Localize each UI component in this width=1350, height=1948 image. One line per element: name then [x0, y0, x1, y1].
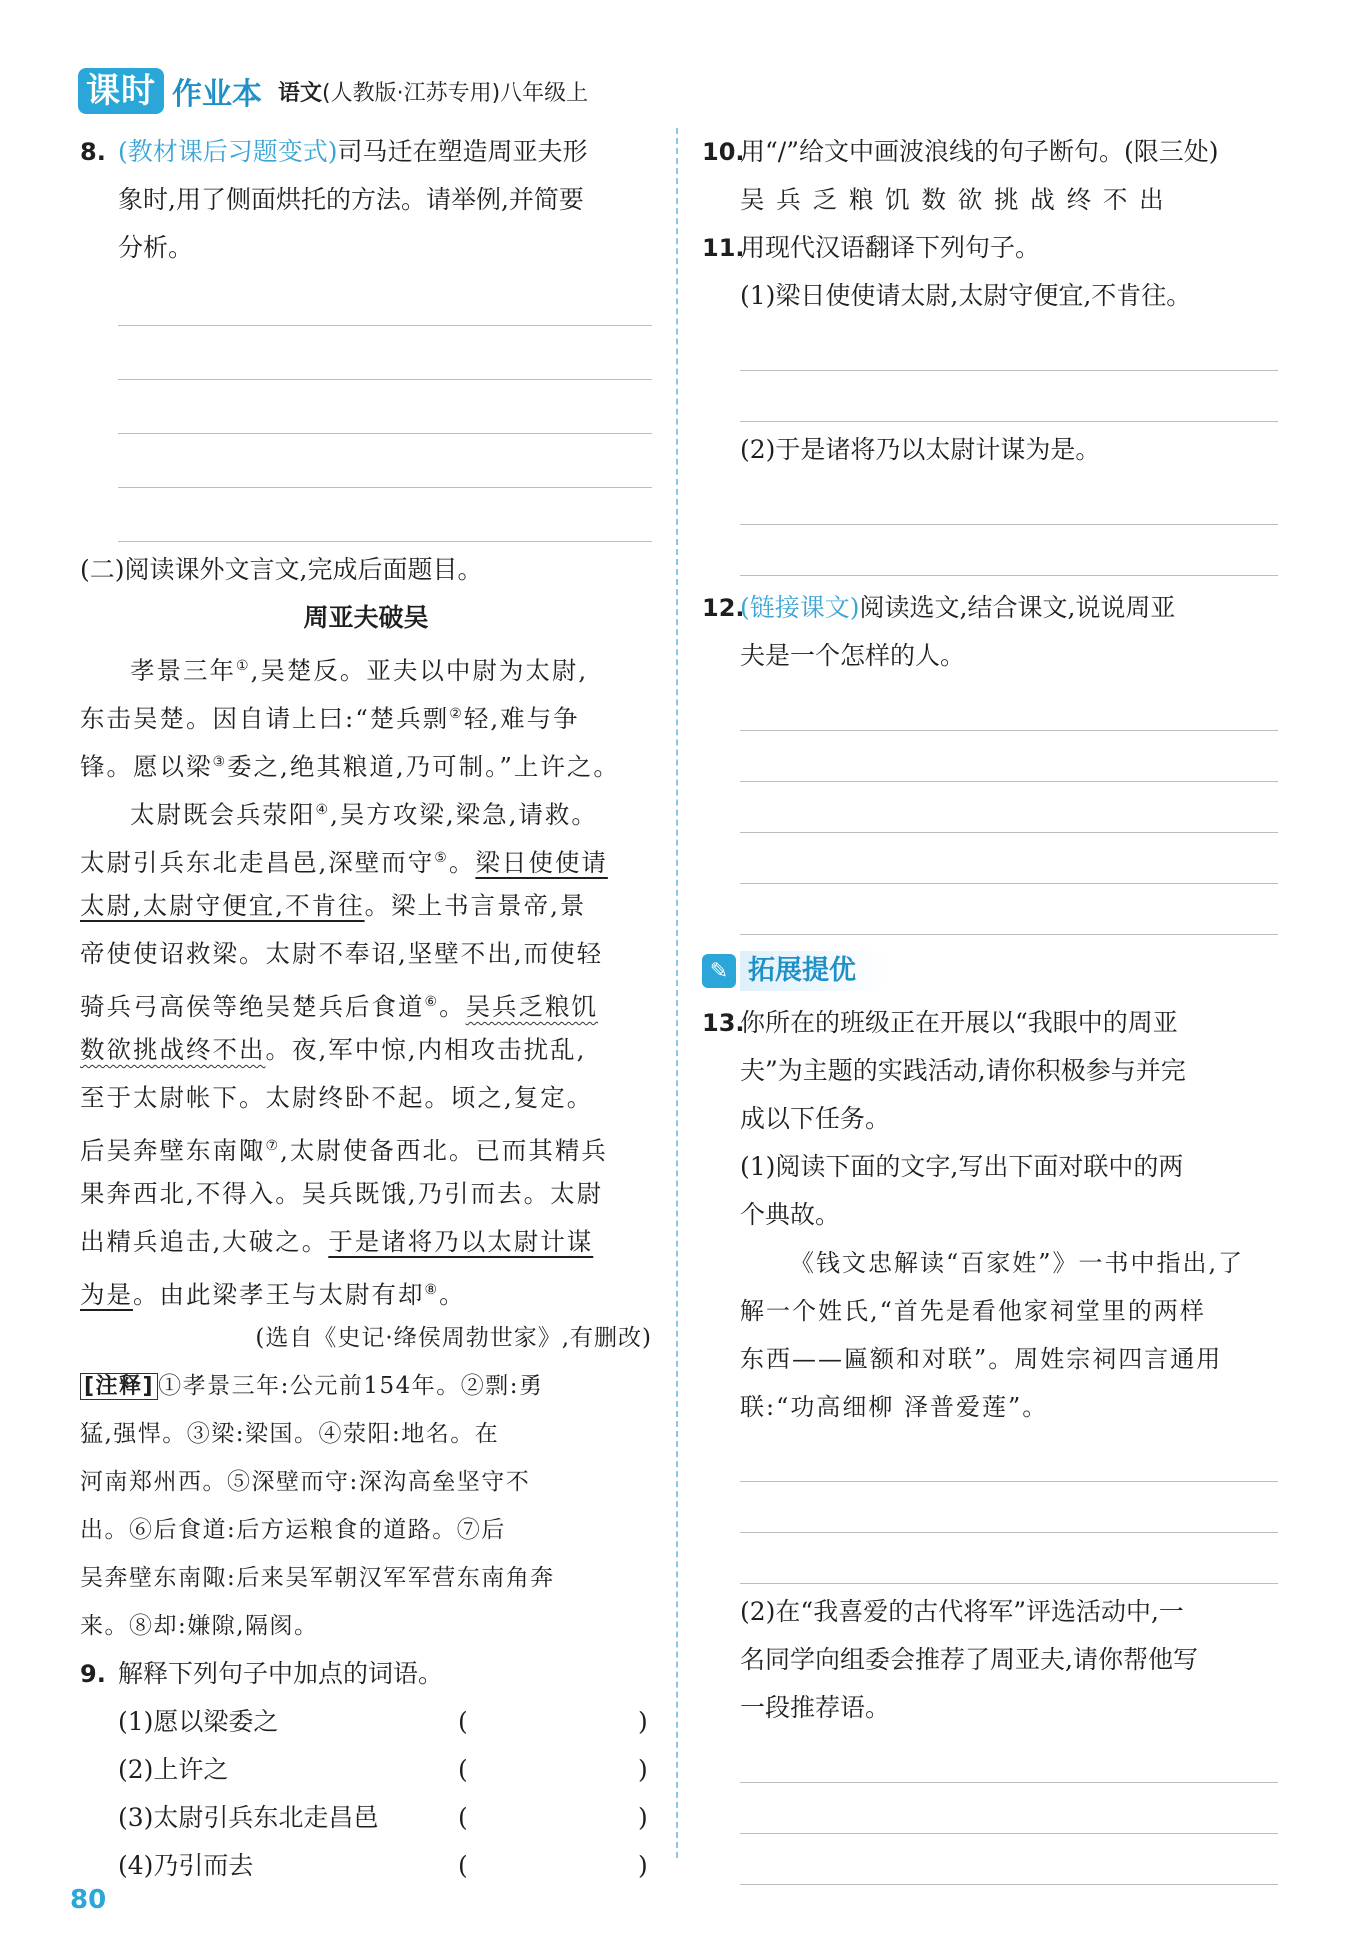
answer-line[interactable] — [740, 1431, 1278, 1482]
passage-text: ,吴楚反。亚夫以中尉为太尉, — [250, 656, 589, 686]
answer-area[interactable] — [702, 680, 1278, 935]
passage-text: 。 — [439, 1280, 466, 1310]
question-text: 夫”为主题的实践活动,请你积极参与并完 — [740, 1056, 1186, 1085]
footnote-ref: ⑤ — [434, 850, 449, 866]
underlined-sentence: 梁日使使请 — [475, 848, 608, 878]
underlined-sentence: 于是诸将乃以太尉计谋 — [328, 1227, 594, 1256]
passage-text: 骑兵弓高侯等绝吴楚兵后食道 — [80, 992, 425, 1022]
passage-text: 太尉引兵东北走昌邑,深壁而守 — [80, 848, 435, 878]
answer-line[interactable] — [740, 1783, 1278, 1834]
answer-area[interactable] — [80, 272, 652, 542]
passage-line — [80, 1218, 652, 1266]
sub-question-text: 个典故。 — [740, 1200, 841, 1229]
answer-paren-close[interactable]: ) — [638, 1803, 648, 1832]
page-number: 80 — [70, 1885, 107, 1915]
edit-icon: ✎ — [702, 954, 736, 988]
passage-line — [80, 690, 652, 738]
question-9 — [80, 1650, 652, 1890]
brand-logo: 课时 — [78, 68, 164, 114]
footnote-ref: ④ — [315, 802, 331, 818]
footnote-ref: ⑧ — [424, 1282, 440, 1298]
passage-line — [80, 882, 652, 930]
answer-area[interactable] — [702, 474, 1278, 576]
passage-line — [80, 1122, 652, 1170]
answer-line[interactable] — [118, 380, 652, 434]
passage-line — [80, 642, 652, 690]
passage-text: ,太尉使备西北。已而其精兵 — [280, 1136, 608, 1166]
passage-text: 锋。愿以梁 — [80, 752, 213, 782]
right-column — [702, 128, 1278, 1885]
wavy-sentence: 吴兵乏粮饥 — [465, 992, 599, 1022]
quote-text: 东西——匾额和对联”。周姓宗祠四言通用 — [740, 1345, 1223, 1373]
answer-line[interactable] — [740, 320, 1278, 371]
sub-question-text: (4)乃引而去 — [118, 1851, 254, 1880]
question-text: 你所在的班级正在开展以“我眼中的周亚 — [740, 1008, 1178, 1037]
passage-text: 东击吴楚。因自请上曰:“楚兵剽 — [80, 704, 450, 734]
passage-text: ,吴方攻梁,梁急,请救。 — [330, 800, 598, 830]
question-text: 分析。 — [118, 233, 194, 262]
section-header — [702, 949, 1278, 993]
section-title: 拓展提优 — [740, 951, 886, 991]
book-subtitle — [278, 76, 588, 107]
passage-title: 周亚夫破吴 — [303, 603, 429, 632]
answer-line[interactable] — [740, 731, 1278, 782]
passage-text: 孝景三年 — [130, 656, 236, 686]
footnote-ref: ⑦ — [265, 1138, 281, 1154]
note-text: 河南郑州西。⑤深壁而守:深沟高垒坚守不 — [80, 1469, 531, 1495]
left-column — [80, 128, 652, 1890]
question-number: 13. — [702, 1009, 745, 1037]
question-text: 成以下任务。 — [740, 1104, 891, 1133]
answer-paren-open[interactable]: ( — [458, 1803, 468, 1832]
brand-name: 作业本 — [172, 77, 262, 112]
answer-line[interactable] — [740, 474, 1278, 525]
footnote-ref: ⑥ — [424, 994, 440, 1010]
passage-line: 果奔西北,不得入。吴兵既饿,乃引而去。太尉 — [80, 1179, 604, 1208]
answer-area[interactable] — [702, 1732, 1278, 1885]
answer-line[interactable] — [740, 1732, 1278, 1783]
passage-text: 。 — [448, 848, 476, 878]
question-tag: (链接课文) — [740, 593, 860, 622]
answer-line[interactable] — [118, 272, 652, 326]
passage-line — [80, 834, 652, 882]
underlined-sentence: 太尉,太尉守便宜,不肯往 — [80, 891, 365, 920]
question-text: 解释下列句子中加点的词语。 — [118, 1659, 444, 1688]
passage-line — [80, 1266, 652, 1314]
note-text: 出。⑥后食道:后方运粮食的道路。⑦后 — [80, 1517, 506, 1543]
answer-paren-close[interactable]: ) — [638, 1755, 648, 1784]
question-number: 8. — [80, 138, 106, 166]
question-text: 夫是一个怎样的人。 — [740, 641, 966, 670]
sub-question — [80, 1698, 652, 1746]
sub-question — [80, 1746, 652, 1794]
sub-question — [80, 1794, 652, 1842]
question-text: 司马迁在塑造周亚夫形 — [337, 137, 588, 166]
answer-line[interactable] — [740, 1482, 1278, 1533]
answer-line[interactable] — [740, 833, 1278, 884]
answer-paren-close[interactable]: ) — [638, 1851, 648, 1880]
answer-line[interactable] — [740, 782, 1278, 833]
question-13 — [702, 999, 1278, 1885]
answer-area[interactable] — [702, 320, 1278, 422]
question-11 — [702, 224, 1278, 576]
wavy-sentence: 数欲挑战终不出 — [80, 1035, 266, 1064]
answer-line[interactable] — [740, 1834, 1278, 1885]
answer-line[interactable] — [740, 680, 1278, 731]
reading-intro: (二)阅读课外文言文,完成后面题目。 — [80, 555, 483, 584]
question-8 — [80, 128, 652, 542]
passage-line — [80, 738, 652, 786]
footnote-ref: ① — [236, 658, 251, 674]
subject-label: 语文 — [278, 80, 323, 106]
note-text: 吴奔壁东南陬:后来吴军朝汉军军营东南角奔 — [80, 1565, 555, 1591]
sub-question-text: 一段推荐语。 — [740, 1693, 891, 1722]
question-tag: (教材课后习题变式) — [118, 137, 338, 166]
page-header — [78, 68, 588, 114]
answer-line[interactable] — [740, 371, 1278, 422]
answer-area[interactable] — [702, 1431, 1278, 1584]
footnote-ref: ③ — [212, 754, 228, 770]
answer-line[interactable] — [740, 884, 1278, 935]
sub-question-text: (1)梁日使使请太尉,太尉守便宜,不肯往。 — [740, 281, 1192, 310]
answer-line[interactable] — [740, 525, 1278, 576]
column-divider — [676, 128, 678, 1858]
sub-question-text: (1)阅读下面的文字,写出下面对联中的两 — [740, 1152, 1184, 1181]
question-text: 用“/”给文中画波浪线的句子断句。(限三处) — [740, 137, 1219, 166]
passage-line: 至于太尉帐下。太尉终卧不起。顷之,复定。 — [80, 1083, 594, 1112]
sub-question-text: (2)上许之 — [118, 1755, 229, 1784]
question-text: 阅读选文,结合课文,说说周亚 — [859, 593, 1176, 622]
reading-passage — [80, 546, 652, 1650]
passage-text: 。夜,军中惊,内相攻击扰乱, — [265, 1035, 587, 1064]
underlined-sentence: 为是 — [80, 1280, 133, 1310]
answer-line[interactable] — [740, 1533, 1278, 1584]
answer-line[interactable] — [118, 488, 652, 542]
question-number: 10. — [702, 138, 745, 166]
note-text: 猛,强悍。③梁:梁国。④荥阳:地名。在 — [80, 1421, 500, 1447]
sub-question-text: (2)于是诸将乃以太尉计谋为是。 — [740, 435, 1101, 464]
passage-text: 轻,难与争 — [463, 704, 580, 734]
quote-text: 联:“功高细柳 泽普爱莲”。 — [740, 1393, 1049, 1421]
passage-text: 。梁上书言景帝,景 — [364, 891, 587, 920]
passage-line — [80, 1026, 652, 1074]
footnote-ref: ② — [449, 706, 464, 722]
notes-line — [80, 1362, 652, 1410]
edition-label: (人教版·江苏专用)八年级上 — [322, 80, 589, 106]
passage-line: 帝使使诏救梁。太尉不奉诏,坚壁不出,而使轻 — [80, 939, 604, 968]
passage-text: 后吴奔壁东南陬 — [80, 1136, 266, 1166]
answer-paren-open[interactable]: ( — [458, 1755, 468, 1784]
answer-paren-open[interactable]: ( — [458, 1707, 468, 1736]
quote-text: 解一个姓氏,“首先是看他家祠堂里的两样 — [740, 1297, 1206, 1325]
passage-text: 。由此梁孝王与太尉有却 — [133, 1280, 425, 1310]
passage-text: 出精兵追击,大破之。 — [80, 1227, 329, 1256]
question-text: 象时,用了侧面烘托的方法。请举例,并简要 — [118, 185, 584, 214]
answer-line[interactable] — [118, 326, 652, 380]
sub-question — [80, 1842, 652, 1890]
question-12 — [702, 584, 1278, 935]
answer-paren-close[interactable]: ) — [638, 1707, 648, 1736]
question-10 — [702, 128, 1278, 224]
quote-text: 《钱文忠解读“百家姓”》一书中指出,了 — [790, 1249, 1245, 1277]
question-number: 11. — [702, 234, 745, 262]
passage-text: 委之,绝其粮道,乃可制。”上许之。 — [227, 752, 620, 782]
passage-line — [80, 978, 652, 1026]
question-number: 12. — [702, 594, 745, 622]
passage-source: (选自《史记·绛侯周勃世家》,有删改) — [255, 1325, 652, 1351]
answer-line[interactable] — [118, 434, 652, 488]
passage-text: 太尉既会兵荥阳 — [130, 800, 316, 830]
sub-question-text: (3)太尉引兵东北走昌邑 — [118, 1803, 379, 1832]
answer-paren-open[interactable]: ( — [458, 1851, 468, 1880]
note-text: 来。⑧却:嫌隙,隔阂。 — [80, 1613, 319, 1639]
sentence-to-punctuate[interactable]: 吴 兵 乏 粮 饥 数 欲 挑 战 终 不 出 — [740, 185, 1166, 214]
sub-question-text: (2)在“我喜爱的古代将军”评选活动中,一 — [740, 1597, 1184, 1626]
passage-line — [80, 786, 652, 834]
question-number: 9. — [80, 1660, 106, 1688]
sub-question-text: 名同学向组委会推荐了周亚夫,请你帮他写 — [740, 1645, 1198, 1674]
question-text: 用现代汉语翻译下列句子。 — [740, 233, 1041, 262]
notes-heading: [注释] — [80, 1373, 158, 1400]
sub-question-text: (1)愿以梁委之 — [118, 1707, 279, 1736]
passage-text: 。 — [439, 992, 466, 1022]
note-text: ①孝景三年:公元前154年。②剽:勇 — [158, 1373, 544, 1399]
